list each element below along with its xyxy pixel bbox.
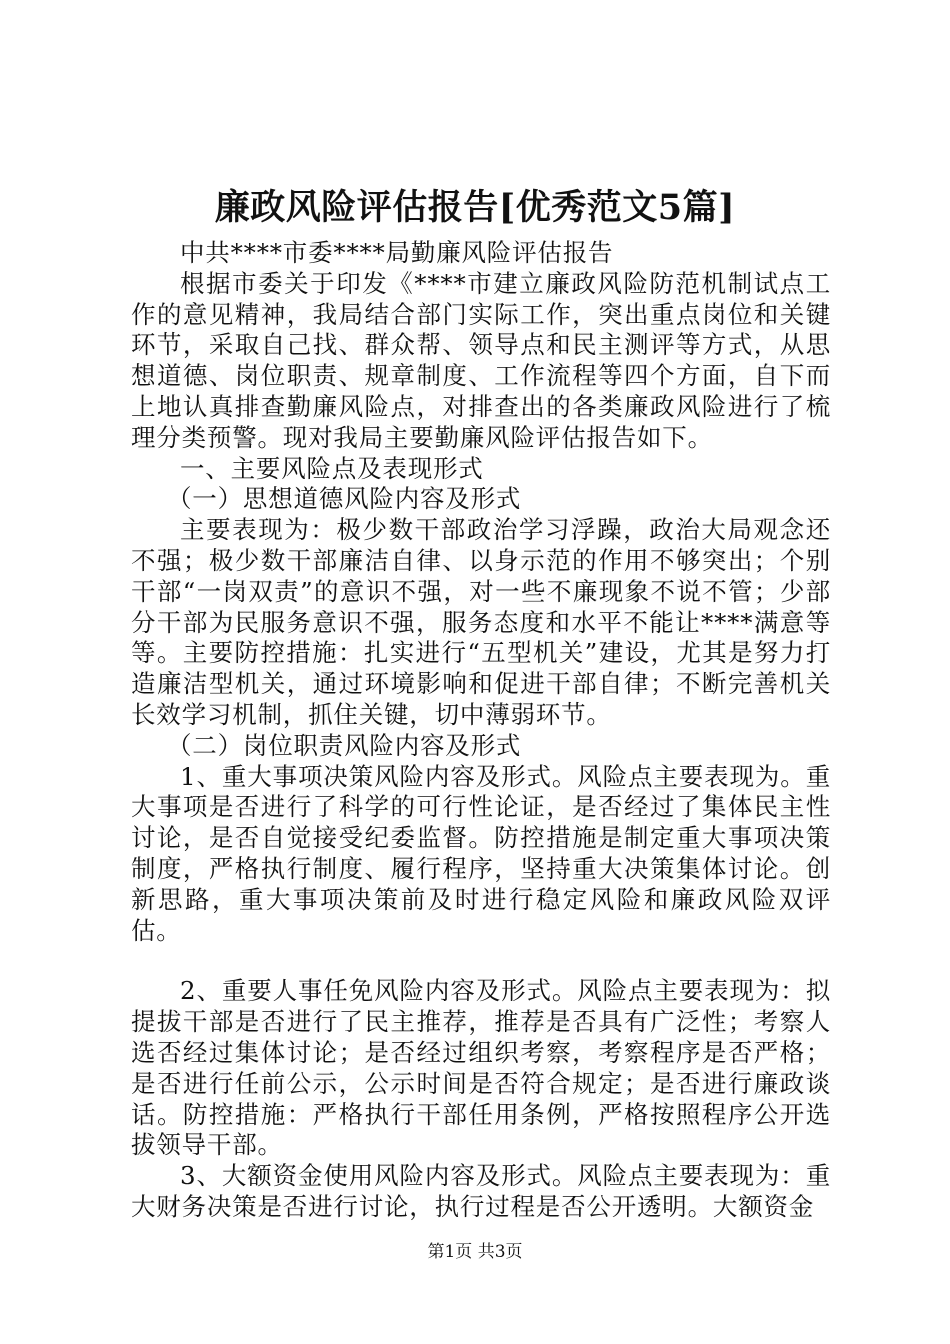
page-footer: 第1页 共3页 [427,1242,523,1262]
intro-paragraph: 根据市委关于印发《****市建立廉政风险防范机制试点工作的意见精神，我局结合部门实际工作，突出重点岗位和关键环节，采取自己找、群众帮、领导点和民主测评等方式，从思想道德、岗位职责、规章制度、工作流程等四个方面，自下而上地认真排查勤廉风险点，对排查出的各类廉政风险进行了梳理分类预警。现对我局主要勤廉风险评估报告如下。 [131,268,831,452]
document-title: 廉政风险评估报告[优秀范文5篇] [214,187,736,228]
funds-risk-paragraph: 3、大额资金使用风险内容及形式。风险点主要表现为：重大财务决策是否进行讨论，执行过程是否公开透明。大额资金 [131,1161,831,1221]
subsection-heading-2: （二）岗位职责风险内容及形式 [167,730,522,760]
subsection-heading-1: （一）思想道德风险内容及形式 [167,484,522,514]
report-heading: 中共****市委****局勤廉风险评估报告 [180,238,614,267]
moral-risk-paragraph: 主要表现为：极少数干部政治学习浮躁，政治大局观念还不强；极少数干部廉洁自律、以身示范的作用不够突出；个别干部“一岗双责”的意识不强，对一些不廉现象不说不管；少部分干部为民服务意识不强，服务态度和水平不能让****满意等等。主要防控措施：扎实进行“五型机关”建设，尤其是努力打造廉洁型机关，通过环境影响和促进干部自律；不断完善机关长效学习机制，抓住关键，切中薄弱环节。 [131,515,831,729]
decision-risk-paragraph: 1、重大事项决策风险内容及形式。风险点主要表现为。重大事项是否进行了科学的可行性论证，是否经过了集体民主性讨论，是否自觉接受纪委监督。防控措施是制定重大事项决策制度，严格执行制度、履行程序，坚持重大决策集体讨论。创新思路，重大事项决策前及时进行稳定风险和廉政风险双评估。 [131,761,831,945]
section-heading-1: 一、主要风险点及表现形式 [180,453,484,483]
personnel-risk-paragraph: 2、重要人事任免风险内容及形式。风险点主要表现为：拟提拔干部是否进行了民主推荐，推荐是否具有广泛性；考察人选否经过集体讨论；是否经过组织考察，考察程序是否严格；是否进行任前公示，公示时间是否符合规定；是否进行廉政谈话。防控措施：严格执行干部任用条例，严格按照程序公开选拔领导干部。 [131,976,831,1160]
document-body [131,238,831,1223]
